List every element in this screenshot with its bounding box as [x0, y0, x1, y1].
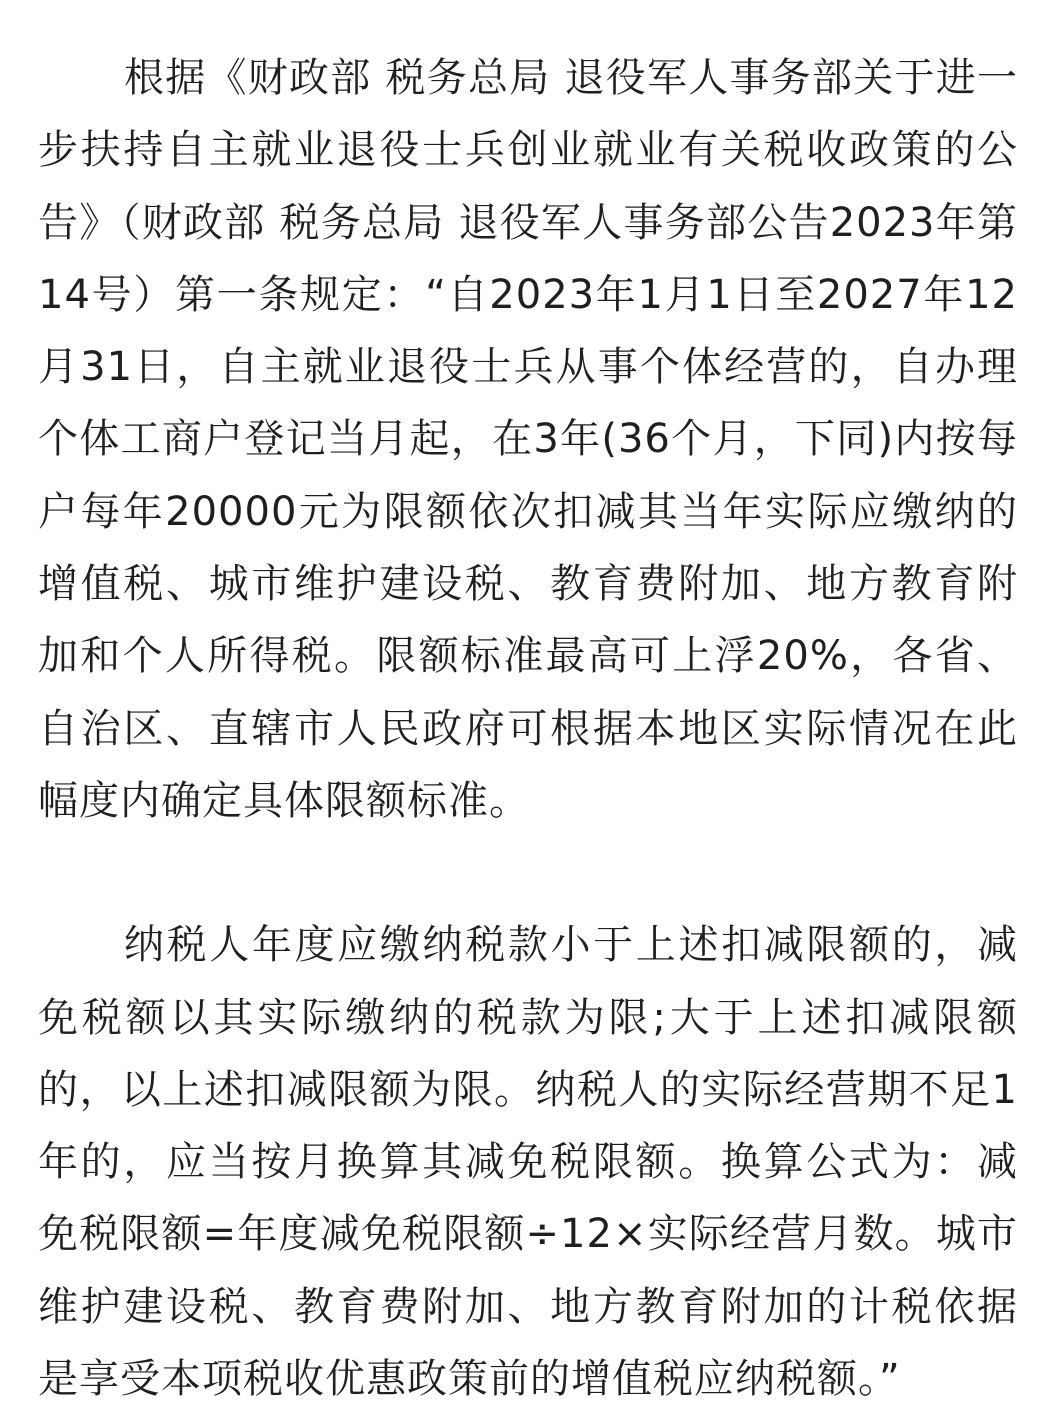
- paragraph-policy-rule: 根据《财政部 税务总局 退役军人事务部关于进一步扶持自主就业退役士兵创业就业有关税收政策的公告》（财政部 税务总局 退役军人事务部公告2023年第14号）第一条规定：“自2023年1月1日至2027年12月31日，自主就业退役士兵从事个体经营的，自办理个体工商户登记当月起，在3年(36个月，下同)内按每户每年20000元为限额依次扣减其当年实际应缴纳的增值税、城市维护建设税、教育费附加、地方教育附加和个人所得税。限额标准最高可上浮20%，各省、自治区、直辖市人民政府可根据本地区实际情况在此幅度内确定具体限额标准。: [38, 55, 1018, 824]
- paragraph-deduction-limit: 纳税人年度应缴纳税款小于上述扣减限额的，减免税额以其实际缴纳的税款为限;大于上述扣减限额的，以上述扣减限额为限。纳税人的实际经营期不足1年的，应当按月换算其减免税限额。换算公式为：减免税限额=年度减免税限额÷12×实际经营月数。城市维护建设税、教育费附加、地方教育附加的计税依据是享受本项税收优惠政策前的增值税应纳税额。”: [38, 922, 1018, 1403]
- document-body: [38, 42, 1018, 1415]
